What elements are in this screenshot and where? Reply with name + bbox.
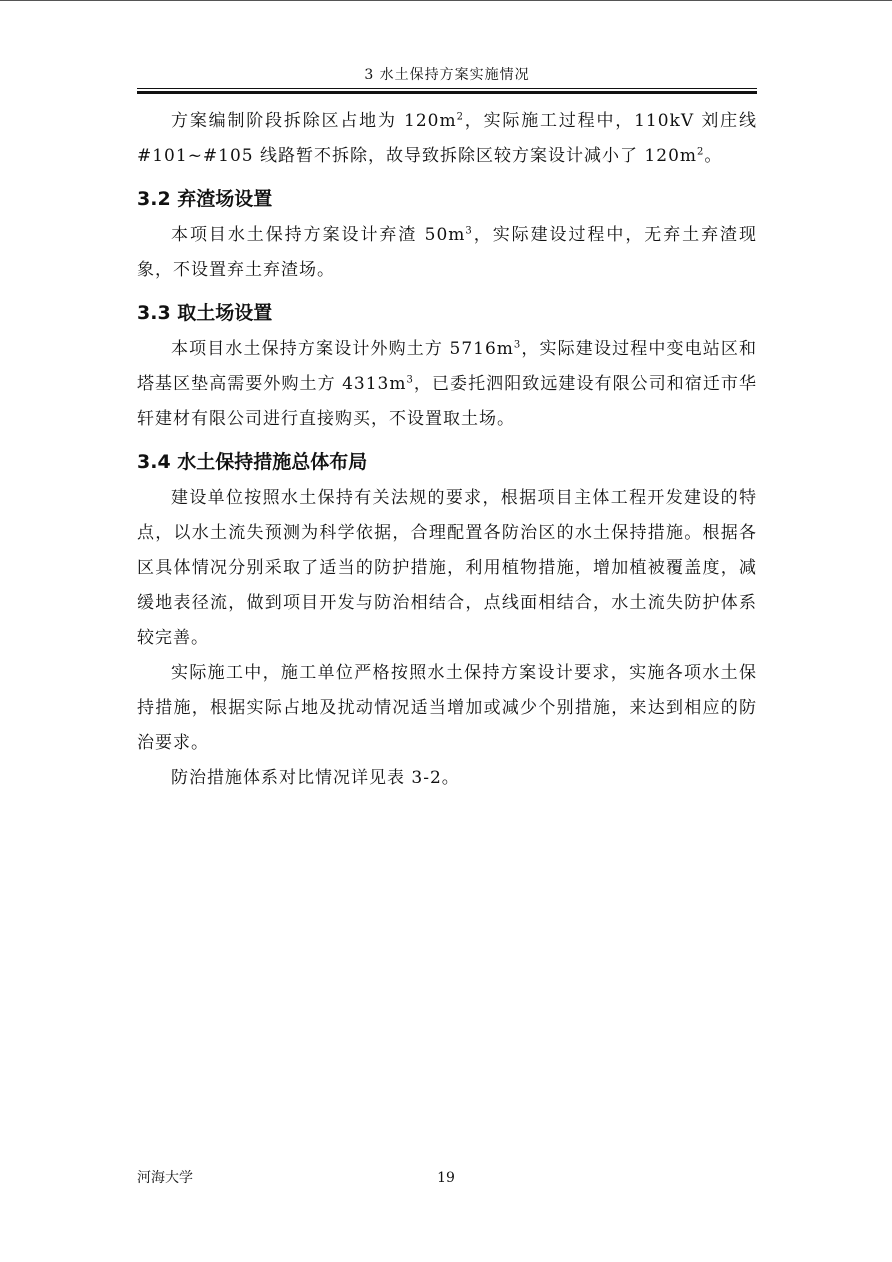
paragraph-demolition-area: 方案编制阶段拆除区占地为 $120m^2$，实际施工过程中，110kV 刘庄线#101~#105 线路暂不拆除，故导致拆除区较方案设计减小了 $120m^2$。: [137, 111, 757, 166]
header-rule-thick: [137, 91, 757, 94]
section-heading-3-3: 3.3 取土场设置: [137, 302, 273, 324]
running-header: 3 水土保持方案实施情况: [364, 67, 530, 83]
paragraph-borrow-site: 本项目水土保持方案设计外购土方 $5716m^3$，实际建设过程中变电站区和塔基区垫高需要外购土方 $4313m^3$，已委托泗阳致远建设有限公司和宿迁市华轩建材有限公司进行直接购买，不设置取土场。: [137, 339, 757, 429]
paragraph-spoil-site: 本项目水土保持方案设计弃渣 $50m^3$，实际建设过程中，无弃土弃渣现象，不设置弃土弃渣场。: [137, 225, 758, 280]
header-rule-thin: [137, 88, 757, 89]
footer-page-number: 19: [437, 1170, 455, 1186]
section-heading-3-2: 3.2 弃渣场设置: [137, 188, 273, 210]
paragraph-layout-2: 实际施工中，施工单位严格按照水土保持方案设计要求，实施各项水土保持措施，根据实际占地及扰动情况适当增加或减少个别措施，来达到相应的防治要求。: [137, 663, 757, 753]
page-content: [137, 104, 757, 796]
page-top-border: [0, 0, 892, 1]
footer-institution: 河海大学: [137, 1170, 193, 1186]
paragraph-layout-3: 防治措施体系对比情况详见表 3-2。: [171, 768, 460, 788]
section-heading-3-4: 3.4 水土保持措施总体布局: [137, 451, 368, 473]
paragraph-layout-1: 建设单位按照水土保持有关法规的要求，根据项目主体工程开发建设的特点，以水土流失预测为科学依据，合理配置各防治区的水土保持措施。根据各区具体情况分别采取了适当的防护措施，利用植物措施，增加植被覆盖度，减缓地表径流，做到项目开发与防治相结合，点线面相结合，水土流失防护体系较完善。: [137, 488, 757, 648]
